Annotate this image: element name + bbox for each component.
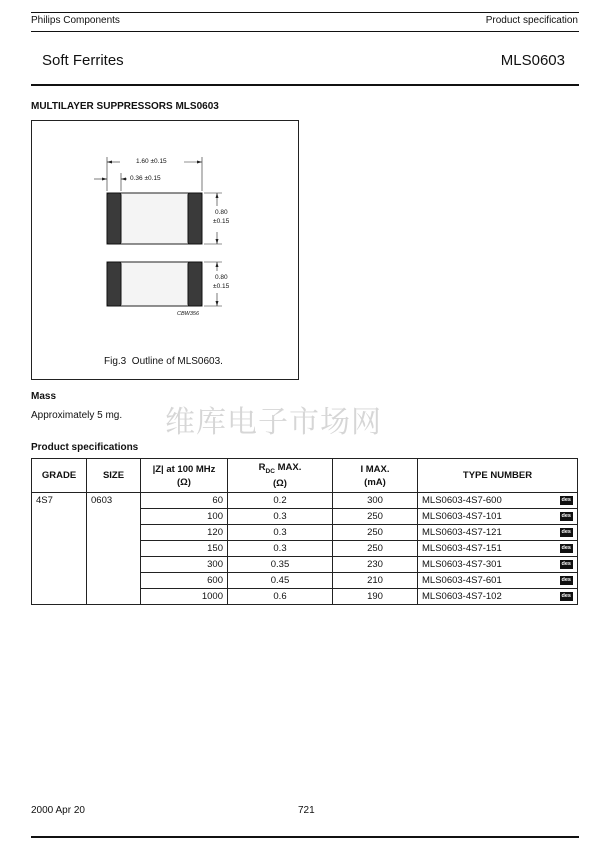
type-number-text: MLS0603-4S7-151 xyxy=(422,543,502,554)
cell-rdc: 0.35 xyxy=(228,557,333,573)
drawing-code: CBW356 xyxy=(177,311,200,317)
des-badge: des xyxy=(561,497,571,503)
col-grade: GRADE xyxy=(32,459,87,493)
cell-impedance: 300 xyxy=(141,557,228,573)
mass-heading: Mass xyxy=(31,391,57,402)
des-badge: des xyxy=(561,529,571,535)
cell-impedance: 600 xyxy=(141,573,228,589)
terminal-right-bottom xyxy=(188,262,202,306)
cell-type-number xyxy=(418,493,578,509)
cell-imax: 250 xyxy=(333,541,418,557)
header-rule xyxy=(31,31,579,32)
cell-grade: 4S7 xyxy=(32,493,87,605)
cell-imax: 230 xyxy=(333,557,418,573)
cell-size: 0603 xyxy=(87,493,141,605)
cell-type-number xyxy=(418,589,578,605)
cell-type-number xyxy=(418,573,578,589)
dim-height-2-value: 0.80 xyxy=(215,274,228,281)
cell-imax: 250 xyxy=(333,525,418,541)
part-number-title: MLS0603 xyxy=(500,52,565,69)
col-rdc xyxy=(228,459,333,493)
type-number-text: MLS0603-4S7-601 xyxy=(422,575,502,586)
document-type: Product specification xyxy=(485,15,578,26)
cell-rdc: 0.3 xyxy=(228,541,333,557)
col-imax-line2: (mA) xyxy=(364,476,386,488)
cell-rdc: 0.2 xyxy=(228,493,333,509)
terminal-left-top xyxy=(107,193,121,244)
footer-rule xyxy=(31,836,579,838)
type-number-text: MLS0603-4S7-301 xyxy=(422,559,502,570)
des-badge: des xyxy=(561,513,571,519)
col-type-number: TYPE NUMBER xyxy=(418,459,578,493)
col-rdc-max: MAX. xyxy=(274,461,302,473)
table-header-row xyxy=(32,459,578,493)
cell-impedance: 150 xyxy=(141,541,228,557)
type-number-text: MLS0603-4S7-121 xyxy=(422,527,502,538)
cell-type-number xyxy=(418,509,578,525)
cell-imax: 210 xyxy=(333,573,418,589)
type-number-text: MLS0603-4S7-102 xyxy=(422,591,502,602)
col-size: SIZE xyxy=(87,459,141,493)
col-impedance-line1: |Z| at 100 MHz xyxy=(152,463,216,475)
page-number: 721 xyxy=(298,805,315,816)
des-badge: des xyxy=(561,561,571,567)
dim-height-2-tol: ±0.15 xyxy=(213,283,230,290)
dim-terminal-label: 0.36 ±0.15 xyxy=(130,175,161,182)
mass-text: Approximately 5 mg. xyxy=(31,410,123,421)
type-number-text: MLS0603-4S7-101 xyxy=(422,511,502,522)
terminal-right-top xyxy=(188,193,202,244)
figure-caption: Fig.3 Outline of MLS0603. xyxy=(104,356,223,367)
specifications-table xyxy=(31,458,578,605)
cell-impedance: 120 xyxy=(141,525,228,541)
col-impedance-line2: (Ω) xyxy=(177,476,191,488)
col-rdc-r: R xyxy=(258,461,266,473)
dim-length-label: 1.60 ±0.15 xyxy=(136,158,167,165)
des-badge: des xyxy=(561,593,571,599)
cell-imax: 250 xyxy=(333,509,418,525)
title-rule xyxy=(31,84,579,86)
dim-height-1-tol: ±0.15 xyxy=(213,218,230,225)
cell-impedance: 1000 xyxy=(141,589,228,605)
cell-type-number xyxy=(418,541,578,557)
cell-impedance: 60 xyxy=(141,493,228,509)
col-rdc-sub: DC xyxy=(265,467,275,475)
terminal-left-bottom xyxy=(107,262,121,306)
col-impedance xyxy=(141,459,228,493)
cell-rdc: 0.3 xyxy=(228,509,333,525)
cell-rdc: 0.6 xyxy=(228,589,333,605)
cell-type-number xyxy=(418,525,578,541)
cell-impedance: 100 xyxy=(141,509,228,525)
col-rdc-line2: (Ω) xyxy=(273,478,287,490)
cell-rdc: 0.45 xyxy=(228,573,333,589)
col-imax-line1: I MAX. xyxy=(360,463,390,475)
cell-rdc: 0.3 xyxy=(228,525,333,541)
section-title: MULTILAYER SUPPRESSORS MLS0603 xyxy=(31,101,219,112)
type-number-text: MLS0603-4S7-600 xyxy=(422,495,502,506)
product-family-title: Soft Ferrites xyxy=(42,52,124,69)
des-badge: des xyxy=(561,545,571,551)
company-name: Philips Components xyxy=(31,15,120,26)
des-badge: des xyxy=(561,577,571,583)
table-row xyxy=(32,493,578,509)
top-rule xyxy=(31,12,579,13)
cell-type-number xyxy=(418,557,578,573)
col-imax xyxy=(333,459,418,493)
specs-heading: Product specifications xyxy=(31,442,139,453)
figure-box xyxy=(31,120,299,380)
footer-date: 2000 Apr 20 xyxy=(31,805,85,816)
cell-imax: 300 xyxy=(333,493,418,509)
watermark: 维库电子市场网 xyxy=(165,405,382,440)
cell-imax: 190 xyxy=(333,589,418,605)
dim-height-1-value: 0.80 xyxy=(215,209,228,216)
